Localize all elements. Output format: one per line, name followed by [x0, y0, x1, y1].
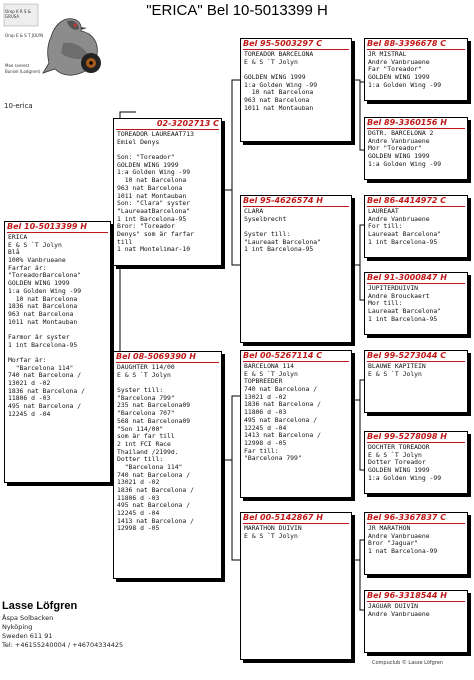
card-line: 740 nat Barcelona /	[8, 371, 82, 380]
card-line: 1836 nat Barcelona	[8, 302, 78, 311]
card-line: DOCHTER TOREADOR	[368, 443, 430, 451]
card-line: 963 nat Barcelona	[117, 183, 183, 192]
card-line: Son: "Toreador"	[117, 153, 175, 162]
card-line: Farfar är:	[8, 263, 47, 272]
card-line: 1 nat Montelimar-10	[117, 245, 191, 254]
card-line: "Son 114/00"	[117, 424, 164, 433]
card-body	[368, 444, 465, 482]
card-line: "Barcelona 799"	[117, 393, 175, 402]
card-line: Blå	[8, 248, 20, 257]
card-line: 568 nat Barcelona09	[117, 416, 191, 425]
card-line: E & S `T Jolyn	[244, 531, 298, 540]
page-title: "ERICA" Bel 10-5013399 H	[146, 2, 328, 19]
card-line: GOLDEN WING 1999	[368, 73, 430, 82]
card-line: 1:a Golden Wing -99	[368, 80, 442, 89]
ddd-card	[364, 590, 468, 653]
card-body	[244, 51, 349, 113]
card-line: 235 nat Barcelona09	[117, 401, 191, 410]
card-line: 1:a Golden Wing -99	[368, 159, 442, 168]
card-line: 1011 nat Montauban	[117, 191, 187, 200]
ring-number: Bel 00-5142867 H	[243, 513, 323, 522]
card-line: 1011 nat Montauban	[8, 317, 78, 326]
sire-card	[113, 118, 222, 266]
card-line: "ToreadorBarcelona"	[8, 271, 82, 280]
logo-sub-line-2: Moe sverest	[5, 63, 30, 68]
card-line: E & S `T Jolyn	[8, 240, 62, 249]
card-line: 13021 d -02	[244, 392, 287, 401]
ring-number: Bel 88-3396678 C	[367, 39, 447, 48]
card-line: GOLDEN WING 1999	[8, 279, 70, 288]
card-line: JUPITERDUIVIN	[368, 284, 419, 292]
card-line: som är far till	[117, 432, 175, 441]
card-line: GOLDEN WING 1999	[117, 160, 179, 169]
card-line: TOREADOR BARCELONA	[244, 50, 314, 58]
card-line: 1:a Golden Wing -99	[117, 168, 191, 177]
dam-sire-card	[240, 350, 352, 498]
card-line: Mor "Toreador"	[368, 144, 422, 153]
card-line: CLARA	[244, 207, 264, 215]
card-line: JAGUAR DUIVIN	[368, 602, 419, 610]
ring-number: Bel 86-4414972 C	[367, 196, 447, 205]
card-line: Laureaat Barcelona"	[368, 307, 442, 316]
card-line: 100% Vanbrueane	[8, 256, 66, 265]
card-body	[244, 208, 349, 254]
card-line: DAUGHTER 114/00	[117, 363, 175, 371]
card-line: 1011 nat Montauban	[244, 103, 314, 112]
ring-number: Bel 99-5273044 C	[367, 351, 447, 360]
card-line: Laureaat Barcelona"	[368, 230, 442, 239]
card-line: 12998 d -05	[244, 438, 287, 447]
card-line: 740 nat Barcelona /	[117, 470, 191, 479]
card-line: 12998 d -05	[117, 524, 160, 533]
card-line: Bror "Jaguar"	[368, 539, 419, 548]
card-line: 963 nat Barcelona	[8, 309, 74, 318]
ssd-card	[364, 117, 468, 180]
card-line: TOREADOR LAUREAAT713	[117, 130, 194, 138]
card-line: Far till:	[244, 446, 279, 455]
ring-number: Bel 00-5267114 C	[243, 351, 323, 360]
card-line: 10 nat Barcelona	[8, 294, 78, 303]
card-line: Dotter Toreador	[368, 458, 426, 467]
ring-number: Bel 96-3318544 H	[367, 591, 447, 600]
card-line: LAUREAAT	[368, 207, 399, 215]
card-body	[244, 525, 349, 540]
card-line: 13021 d -02	[8, 379, 51, 388]
card-line: Mor till:	[368, 299, 403, 308]
card-line: Farmor är syster	[8, 332, 70, 341]
card-line: Son: "Clara" syster	[117, 199, 191, 208]
card-line: 11806 d -03	[244, 408, 287, 417]
card-line: 12245 d -04	[117, 509, 160, 518]
card-line: 495 nat Barcelona /	[8, 402, 82, 411]
card-line: E & S `T Jolyn	[117, 370, 171, 379]
sire-sire-card	[240, 38, 352, 142]
logo-sub-line-1: Orop E & S T JOLYN	[5, 33, 44, 38]
pedigree-tag: 10-erica	[4, 102, 33, 110]
card-body	[368, 208, 465, 246]
dsd-card	[364, 431, 468, 494]
ring-number: Bel 91-3000847 H	[367, 273, 447, 282]
ring-number: Bel 95-4626574 H	[243, 196, 323, 205]
card-line: 1:a Golden Wing -99	[368, 473, 442, 482]
card-line: 963 nat Barcelona	[244, 96, 310, 105]
card-line: 1413 nat Barcelona /	[244, 431, 321, 440]
dam-dam-card	[240, 512, 352, 660]
card-line: ERICA	[8, 233, 28, 241]
card-line: JR MISTRAL	[368, 50, 407, 58]
card-line: Andre Brouckaert	[368, 291, 430, 300]
card-line: 13021 d -02	[117, 478, 160, 487]
card-line: 1:a Golden Wing -99	[244, 80, 318, 89]
card-line: 495 nat Barcelona /	[244, 415, 318, 424]
card-body	[244, 363, 349, 463]
card-line: JR MARATHON	[368, 524, 411, 532]
card-line: Dotter till:	[117, 455, 164, 464]
card-line: 1 int Barcelona-95	[368, 314, 438, 323]
card-line: 1 int Barcelona-95	[368, 237, 438, 246]
card-line: till	[117, 237, 133, 246]
card-line: "Laureaat Barcelona"	[244, 237, 321, 246]
card-body	[368, 603, 465, 618]
card-line: E & S `T Jolyn	[244, 369, 298, 378]
club-logo	[3, 3, 105, 83]
card-line: MARATHON DUIVIN	[244, 524, 302, 532]
card-body	[117, 364, 219, 533]
card-line: 10 nat Barcelona	[244, 88, 314, 97]
ring-number: Bel 08-5069390 H	[116, 352, 196, 361]
card-line: "Barcelona 707"	[117, 409, 175, 418]
card-body	[368, 285, 465, 323]
card-line: 1 nat Barcelona-99	[368, 547, 438, 556]
ring-number: 02-3202713 C	[156, 119, 219, 128]
card-line: BARCELONA 114	[244, 362, 295, 370]
subject-card	[4, 221, 111, 483]
owner-address-line: Sweden 611 91	[2, 632, 53, 640]
card-line: 11806 d -03	[117, 493, 160, 502]
card-line: 495 nat Barcelona /	[117, 501, 191, 510]
owner-block	[2, 600, 123, 650]
dam-card	[113, 351, 222, 579]
card-body	[8, 234, 108, 419]
card-line: Emiel Denys	[117, 137, 160, 146]
card-line: 1836 nat Barcelona /	[117, 486, 194, 494]
dss-card	[364, 350, 468, 413]
card-line: 1836 nat Barcelona /	[244, 400, 321, 409]
card-line: 12245 d -04	[244, 423, 287, 432]
card-line: 740 nat Barcelona /	[244, 385, 318, 394]
card-line: "Barcelona 799"	[244, 454, 302, 463]
card-line: GOLDEN WING 1999	[368, 152, 430, 161]
ring-number: Bel 10-5013399 H	[7, 222, 87, 231]
card-line: Thailand /2199d.	[117, 447, 179, 456]
ring-number: Bel 96-3367837 C	[367, 513, 447, 522]
card-line: 1 int Barcelona-95	[244, 245, 314, 254]
card-line: 12245 d -04	[8, 409, 51, 418]
card-line: GOLDEN WING 1999	[368, 466, 430, 475]
card-line: "Barcelona 114"	[117, 462, 183, 471]
card-line: 1836 nat Barcelona /	[8, 386, 85, 395]
card-line: Andre Vanbruaene	[368, 57, 430, 66]
card-line: 1 int Barcelona-95	[8, 340, 78, 349]
sire-dam-card	[240, 195, 352, 343]
card-line: 1413 nat Barcelona /	[117, 516, 194, 525]
card-line: Far "Toreador"	[368, 65, 422, 74]
card-line: Andre Vanbruaene	[368, 136, 430, 145]
card-line: 1 int Barcelona-95	[117, 214, 187, 223]
footer-credit: Compuclub © Lasse Löfgren	[372, 660, 444, 666]
card-line: Andre Vanbruaene	[368, 531, 430, 540]
card-line: "LaureaatBarcelona"	[117, 206, 191, 215]
card-line: For till:	[368, 222, 403, 231]
card-line: Syster till:	[117, 386, 164, 395]
card-line: E & S `T Jolyn	[244, 57, 298, 66]
card-body	[117, 131, 219, 254]
card-line: Syselbrecht	[244, 214, 287, 223]
card-line: BLAUWE KAPITEIN	[368, 362, 426, 370]
ring-number: Bel 99-5278098 H	[367, 432, 447, 441]
ring-number: Bel 95-5003297 C	[243, 39, 323, 48]
card-line: DGTR. BARCELONA 2	[368, 129, 434, 137]
card-line: 1:a Golden Wing -99	[8, 286, 82, 295]
sdd-card	[364, 272, 468, 335]
card-line: E & S `T Jolyn	[368, 450, 422, 459]
card-body	[368, 525, 465, 556]
card-line: 2 int FCI Race	[117, 439, 171, 448]
ring-number: Bel 89-3360156 H	[367, 118, 447, 127]
card-line: Morfar är:	[8, 356, 47, 364]
sds-card	[364, 195, 468, 258]
dds-card	[364, 512, 468, 575]
card-line: Syster till:	[244, 230, 291, 239]
card-line: E & S `T Jolyn	[368, 369, 422, 378]
sss-card	[364, 38, 468, 101]
card-line: Denys" som är farfar	[117, 229, 194, 238]
owner-address-line: Åspa Solbacken	[2, 614, 54, 622]
card-line: TOPBREEDER	[244, 377, 283, 386]
owner-phone: Tel: +46155240004 / +46704334425	[2, 641, 124, 649]
card-body	[368, 130, 465, 168]
card-line: 10 nat Barcelona	[117, 176, 187, 185]
card-line: GOLDEN WING 1999	[244, 73, 306, 82]
card-line: "Barcelona 114"	[8, 363, 74, 372]
owner-address-line: Nyköping	[2, 623, 33, 631]
owner-name: Lasse Löfgren	[2, 600, 78, 612]
logo-sub-line-3: Bunsel (Lodgrem)	[5, 69, 41, 74]
card-line: 11806 d -03	[8, 394, 51, 403]
card-body	[368, 51, 465, 89]
card-line: Andre Vanbruaene	[368, 609, 430, 618]
card-body	[368, 363, 465, 378]
card-line: Andre Vanbruaene	[368, 214, 430, 223]
card-line: Bror: "Toreador	[117, 222, 175, 231]
logo-club-text: Orep K R S & GRUSA	[5, 9, 31, 19]
